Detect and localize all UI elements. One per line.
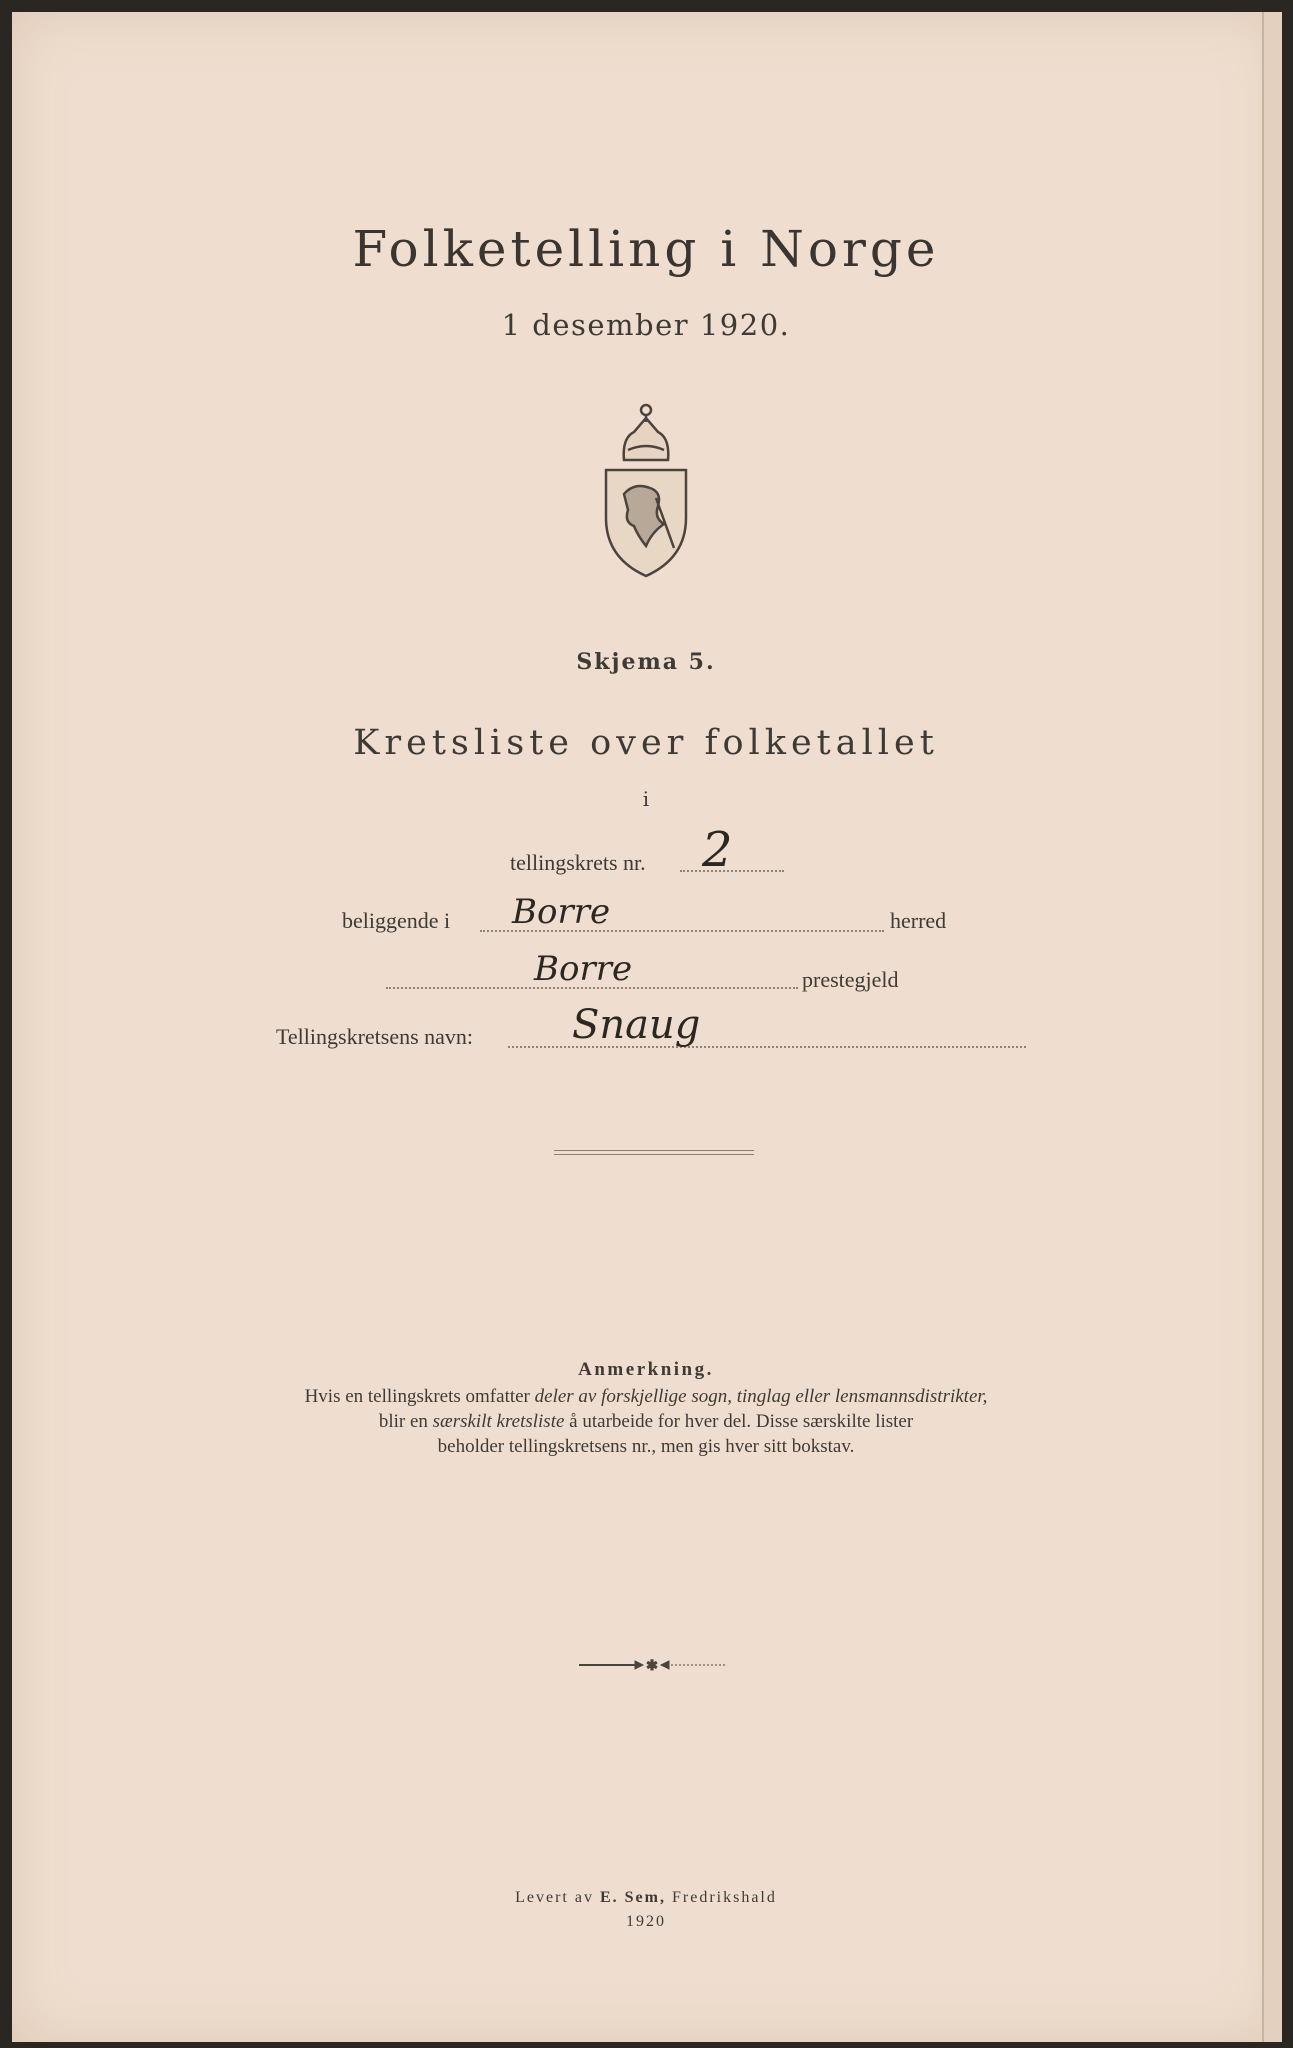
note-line-1 [12, 1384, 1280, 1409]
beliggende-value: Borre [512, 892, 611, 932]
norwegian-lion-crest-icon [594, 398, 698, 580]
imprint-printer: E. Sem, [599, 1889, 666, 1906]
note-line-2-plain-a: blir en [378, 1411, 433, 1432]
imprint-place: Fredrikshald [665, 1889, 777, 1906]
printer-imprint [12, 1889, 1280, 1907]
krets-value: 2 [702, 822, 733, 878]
census-date: 1 desember 1920. [501, 308, 791, 342]
navn-value: Snaug [572, 1002, 701, 1048]
svg-text:✱: ✱ [646, 1658, 658, 1674]
page-content [12, 12, 1280, 2042]
note-line-2 [12, 1409, 1280, 1434]
prestegjeld-label: prestegjeld [802, 967, 899, 992]
note-line-1-italic: deler av forskjellige sogn, tinglag eller lensmannsdistrikter, [534, 1386, 988, 1407]
note-line-1-plain: Hvis en tellingskrets omfatter [304, 1386, 535, 1407]
schema-number: Skjema 5. [576, 649, 716, 675]
separator-rule [554, 1150, 754, 1155]
krets-label: tellingskrets nr. [510, 850, 646, 875]
note-text [12, 1384, 1280, 1459]
imprint-prefix: Levert av [515, 1889, 600, 1906]
imprint-year: 1920 [626, 1913, 666, 1930]
note-line-2-plain-b: å utarbeide for hver del. Disse særskilte lister [564, 1411, 914, 1432]
herred-label: herred [890, 908, 947, 933]
page-title: Folketelling i Norge [352, 220, 940, 278]
beliggende-label: beliggende i [342, 908, 451, 933]
prestegjeld-value: Borre [534, 949, 633, 989]
note-line-2-italic: særskilt kretsliste [432, 1411, 565, 1432]
note-heading: Anmerkning. [578, 1359, 714, 1380]
ornament-divider-icon [577, 1655, 727, 1675]
preposition-i: i [642, 787, 650, 811]
list-title: Kretsliste over folketallet [353, 723, 939, 763]
note-line-3: beholder tellingskretsens nr., men gis hver sitt bokstav. [437, 1436, 855, 1457]
navn-label: Tellingskretsens navn: [276, 1024, 474, 1049]
